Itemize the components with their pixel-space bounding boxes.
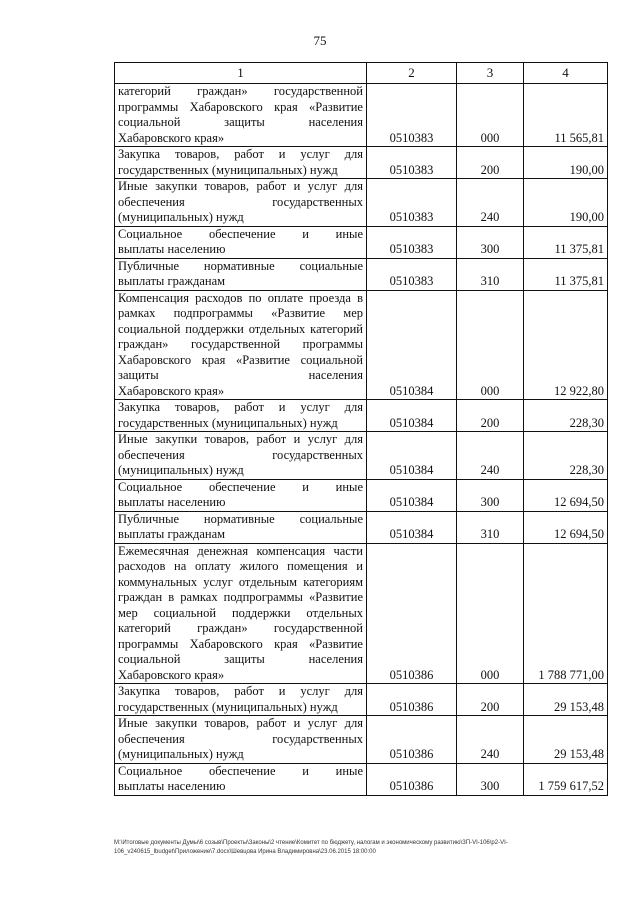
description-last-line: выплаты населению — [118, 242, 226, 256]
amount: 1 759 617,52 — [524, 763, 608, 795]
amount: 190,00 — [524, 179, 608, 227]
target-code: 0510383 — [367, 179, 457, 227]
amount: 29 153,48 — [524, 684, 608, 716]
target-code: 0510384 — [367, 290, 457, 400]
document-path-footer: M:\Итоговые документы Думы\6 созыв\Проекты\Законы\2 чтение\Комитет по бюджету, налогам и экономическому развитию\ЗП-VI-106\р2-VI-106_v240615_lbudget\Приложение\7.docx\Шевцова Ирина Владимировна\23.06.2015 18:00:00 — [114, 840, 508, 855]
expense-type: 300 — [457, 226, 524, 258]
amount: 29 153,48 — [524, 716, 608, 764]
row-description — [115, 543, 367, 684]
target-code: 0510386 — [367, 684, 457, 716]
description-last-line: выплаты гражданам — [118, 527, 226, 541]
description-text: Иные закупки товаров, работ и услуг для обеспечения государственных — [118, 179, 363, 209]
description-last-line: (муниципальных) нужд — [118, 747, 244, 761]
row-description — [115, 84, 367, 147]
row-description — [115, 147, 367, 179]
expense-type: 300 — [457, 479, 524, 511]
table-row — [115, 147, 608, 179]
column-header-3: 3 — [457, 63, 524, 84]
row-description — [115, 258, 367, 290]
expense-type: 200 — [457, 147, 524, 179]
page-number: 75 — [313, 33, 327, 48]
description-text: Закупка товаров, работ и услуг для — [118, 684, 363, 698]
description-text: Публичные нормативные социальные — [118, 511, 363, 526]
expense-type: 310 — [457, 258, 524, 290]
target-code: 0510384 — [367, 511, 457, 543]
row-description — [115, 290, 367, 400]
description-last-line: Хабаровского края» — [118, 383, 225, 398]
row-description — [115, 400, 367, 432]
amount: 1 788 771,00 — [524, 543, 608, 684]
description-text: Иные закупки товаров, работ и услуг для обеспечения государственных — [118, 716, 363, 746]
table-row — [115, 511, 608, 543]
amount: 11 375,81 — [524, 258, 608, 290]
target-code: 0510386 — [367, 543, 457, 684]
table-row — [115, 432, 608, 480]
description-text: Публичные нормативные социальные — [118, 258, 363, 273]
column-header-2: 2 — [367, 63, 457, 84]
amount: 190,00 — [524, 147, 608, 179]
description-text: Иные закупки товаров, работ и услуг для обеспечения государственных — [118, 432, 363, 462]
table-row — [115, 84, 608, 147]
row-description — [115, 432, 367, 480]
description-last-line: (муниципальных) нужд — [118, 210, 244, 224]
target-code: 0510384 — [367, 432, 457, 480]
target-code: 0510383 — [367, 226, 457, 258]
description-last-line: государственных (муниципальных) нужд — [118, 162, 338, 177]
row-description — [115, 179, 367, 227]
description-text: Социальное обеспечение и иные — [118, 763, 363, 778]
expense-type: 000 — [457, 543, 524, 684]
row-description — [115, 716, 367, 764]
target-code: 0510383 — [367, 147, 457, 179]
description-text: Ежемесячная денежная компенсация части расходов на оплату жилого помещения и коммунальных услуг отдельным категориям граждан в рамках подпрограммы «Развитие мер социальной поддержки отдельных категорий граждан» государственной программы Хабаровского края «Развитие социальной защиты населения — [118, 543, 363, 666]
expense-type: 300 — [457, 763, 524, 795]
target-code: 0510384 — [367, 400, 457, 432]
description-last-line: государственных (муниципальных) нужд — [118, 699, 338, 714]
description-last-line: выплаты населению — [118, 779, 226, 793]
table-row — [115, 258, 608, 290]
description-last-line: Хабаровского края» — [118, 130, 225, 145]
row-description — [115, 226, 367, 258]
target-code: 0510386 — [367, 763, 457, 795]
target-code: 0510383 — [367, 258, 457, 290]
amount: 228,30 — [524, 400, 608, 432]
table-header-row — [115, 63, 608, 84]
expense-type: 240 — [457, 179, 524, 227]
description-last-line: Хабаровского края» — [118, 667, 225, 682]
expense-type: 310 — [457, 511, 524, 543]
description-text: Компенсация расходов по оплате проезда в рамках подпрограммы «Развитие мер социальной поддержки отдельных категорий граждан» государственной программы Хабаровского края «Развитие социальной защиты населения — [118, 290, 363, 382]
table-row — [115, 290, 608, 400]
table-row — [115, 684, 608, 716]
expense-type: 200 — [457, 684, 524, 716]
row-description — [115, 511, 367, 543]
target-code: 0510384 — [367, 479, 457, 511]
description-text: Закупка товаров, работ и услуг для — [118, 400, 363, 414]
table-row — [115, 179, 608, 227]
description-last-line: выплаты населению — [118, 495, 226, 509]
table-row — [115, 716, 608, 764]
table-row — [115, 763, 608, 795]
row-description — [115, 684, 367, 716]
expense-type: 240 — [457, 716, 524, 764]
amount: 11 565,81 — [524, 84, 608, 147]
amount: 228,30 — [524, 432, 608, 480]
budget-table — [114, 62, 608, 796]
description-last-line: государственных (муниципальных) нужд — [118, 415, 338, 430]
table-row — [115, 400, 608, 432]
expense-type: 000 — [457, 290, 524, 400]
description-text: категорий граждан» государственной программы Хабаровского края «Развитие социальной защиты населения — [118, 84, 363, 129]
column-header-1: 1 — [115, 63, 367, 84]
column-header-4: 4 — [524, 63, 608, 84]
expense-type: 000 — [457, 84, 524, 147]
amount: 12 694,50 — [524, 511, 608, 543]
description-last-line: (муниципальных) нужд — [118, 463, 244, 477]
expense-type: 200 — [457, 400, 524, 432]
description-text: Социальное обеспечение и иные — [118, 479, 363, 494]
row-description — [115, 479, 367, 511]
target-code: 0510386 — [367, 716, 457, 764]
amount: 12 922,80 — [524, 290, 608, 400]
table-row — [115, 226, 608, 258]
description-last-line: выплаты гражданам — [118, 274, 226, 288]
amount: 11 375,81 — [524, 226, 608, 258]
row-description — [115, 763, 367, 795]
table-row — [115, 479, 608, 511]
description-text: Закупка товаров, работ и услуг для — [118, 147, 363, 161]
table-row — [115, 543, 608, 684]
description-text: Социальное обеспечение и иные — [118, 226, 363, 241]
target-code: 0510383 — [367, 84, 457, 147]
expense-type: 240 — [457, 432, 524, 480]
amount: 12 694,50 — [524, 479, 608, 511]
